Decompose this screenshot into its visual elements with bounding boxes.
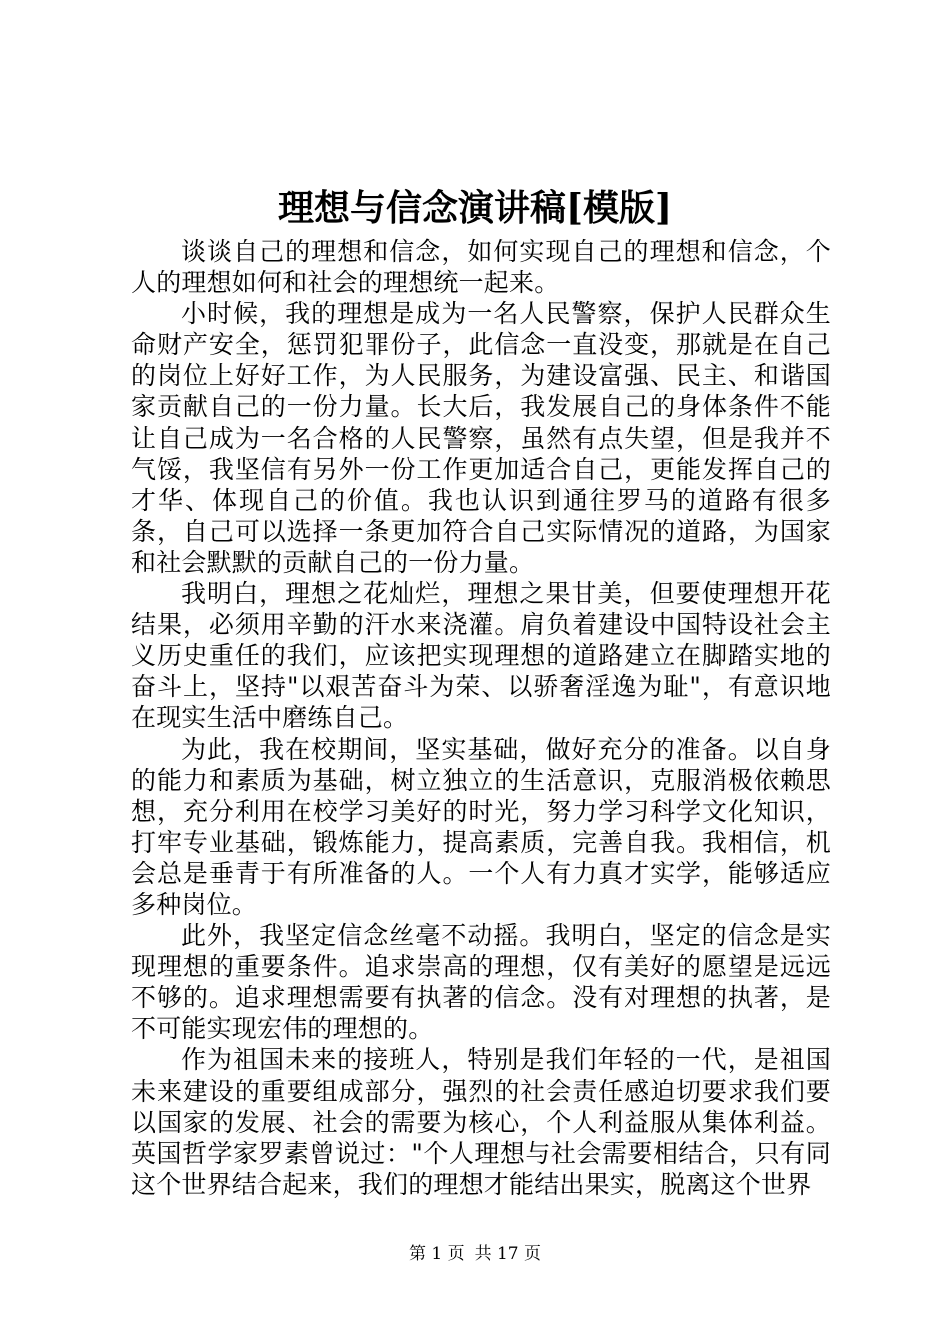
paragraph-5: 此外，我坚定信念丝毫不动摇。我明白，坚定的信念是实现理想的重要条件。追求崇高的理想，仅有美好的愿望是远远不够的。追求理想需要有执著的信念。没有对理想的执著，是不可能实现宏伟的理想的。 — [131, 921, 831, 1044]
paragraph-4: 为此，我在校期间，坚实基础，做好充分的准备。以自身的能力和素质为基础，树立独立的生活意识，克服消极依赖思想，充分利用在校学习美好的时光，努力学习科学文化知识，打牢专业基础，锻炼能力，提高素质，完善自我。我相信，机会总是垂青于有所准备的人。一个人有力真才实学，能够适应多种岗位。 — [131, 734, 831, 919]
page-number: 第 1 页 — [408, 1244, 465, 1264]
paragraph-3: 我明白，理想之花灿烂，理想之果甘美，但要使理想开花结果，必须用辛勤的汗水来浇灌。肩负着建设中国特设社会主义历史重任的我们，应该把实现理想的道路建立在脚踏实地的奋斗上，坚持"以艰苦奋斗为荣、以骄奢淫逸为耻"，有意识地在现实生活中磨练自己。 — [131, 579, 831, 733]
page-total: 共 17 页 — [474, 1244, 542, 1264]
document-body — [131, 236, 831, 1200]
document-title: 理想与信念演讲稿[模版] — [277, 187, 673, 229]
paragraph-6: 作为祖国未来的接班人，特别是我们年轻的一代，是祖国未来建设的重要组成部分，强烈的社会责任感迫切要求我们要以国家的发展、社会的需要为核心，个人利益服从集体利益。英国哲学家罗素曾说过："个人理想与社会需要相结合，只有同这个世界结合起来，我们的理想才能结出果实，脱离这个世界 — [131, 1045, 831, 1199]
paragraph-1: 谈谈自己的理想和信念，如何实现自己的理想和信念，个人的理想如何和社会的理想统一起来。 — [131, 237, 831, 298]
paragraph-2: 小时候，我的理想是成为一名人民警察，保护人民群众生命财产安全，惩罚犯罪份子，此信念一直没变，那就是在自己的岗位上好好工作，为人民服务，为建设富强、民主、和谐国家贡献自己的一份力量。长大后，我发展自己的身体条件不能让自己成为一名合格的人民警察，虽然有点失望，但是我并不气馁，我坚信有另外一份工作更加适合自己，更能发挥自己的才华、体现自己的价值。我也认识到通往罗马的道路有很多条，自己可以选择一条更加符合自己实际情况的道路，为国家和社会默默的贡献自己的一份力量。 — [131, 299, 831, 577]
page-footer — [0, 1242, 950, 1266]
